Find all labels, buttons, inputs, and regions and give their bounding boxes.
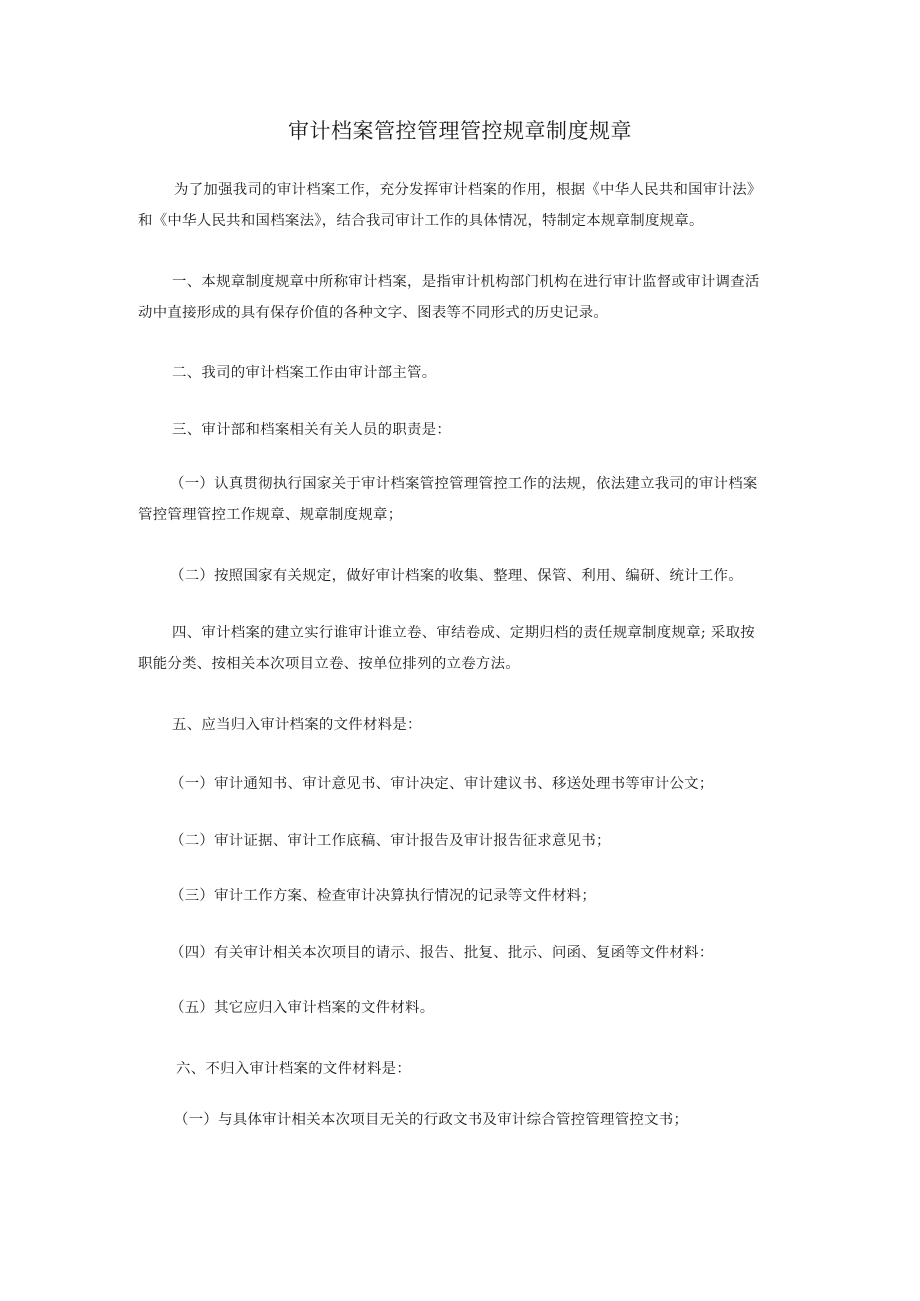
paragraph-article-3-item-2 [138,561,788,592]
text-line: 六、不归入审计档案的文件材料是： [176,1061,412,1077]
paragraph-article-2 [138,358,788,389]
paragraph-article-5 [138,710,788,741]
text-line: 为了加强我司的审计档案工作，充分发挥审计档案的作用，根据《中华人民共和国审计法》 [174,182,762,198]
text-line: （一）审计通知书、审计意见书、审计决定、审计建议书、移送处理书等审计公文； [170,776,714,792]
text-line: 和《中华人民共和国档案法》，结合我司审计工作的具体情况，特制定本规章制度规章。 [138,213,704,229]
document-title: 审计档案管控管理管控规章制度规章 [288,119,632,143]
text-line: 一、本规章制度规章中所称审计档案，是指审计机构部门机构在进行审计监督或审计调查活 [172,274,760,290]
text-line: 动中直接形成的具有保存价值的各种文字、图表等不同形式的历史记录。 [138,305,609,321]
text-line: 管控管理管控工作规章、规章制度规章； [138,507,403,523]
text-line: （四）有关审计相关本次项目的请示、报告、批复、批示、问函、复函等文件材料： [170,945,714,961]
paragraph-article-3-item-1 [138,469,788,531]
text-line: 三、审计部和档案相关有关人员的职责是： [172,422,452,438]
text-line: 四、审计档案的建立实行谁审计谁立卷、审结卷成、定期归档的责任规章制度规章; 采取按 [172,625,755,641]
text-line: （二）按照国家有关规定，做好审计档案的收集、整理、保管、利用、编研、统计工作。 [170,568,743,584]
paragraph-article-6-item-1 [138,1105,788,1136]
paragraph-article-3 [138,415,788,446]
paragraph-intro [138,175,788,237]
paragraph-article-5-item-1 [138,769,788,800]
text-line: （五）其它应归入审计档案的文件材料。 [170,1000,435,1016]
text-line: 职能分类、按相关本次项目立卷、按单位排列的立卷方法。 [138,656,520,672]
paragraph-article-6 [138,1054,788,1085]
paragraph-article-5-item-5 [138,993,788,1024]
text-line: （二）审计证据、审计工作底稿、审计报告及审计报告征求意见书； [170,833,611,849]
paragraph-article-5-item-3 [138,881,788,912]
text-line: 二、我司的审计档案工作由审计部主管。 [172,365,437,381]
paragraph-article-1 [138,267,788,329]
paragraph-article-4 [138,618,788,680]
paragraph-article-5-item-2 [138,826,788,857]
text-line: 五、应当归入审计档案的文件材料是： [172,717,422,733]
text-line: （一）认真贯彻执行国家关于审计档案管控管理管控工作的法规，依法建立我司的审计档案 [170,476,758,492]
paragraph-article-5-item-4 [138,938,788,969]
text-line: （一）与具体审计相关本次项目无关的行政文书及审计综合管控管理管控文书； [174,1112,689,1128]
text-line: （三）审计工作方案、检查审计决算执行情况的记录等文件材料； [170,888,597,904]
